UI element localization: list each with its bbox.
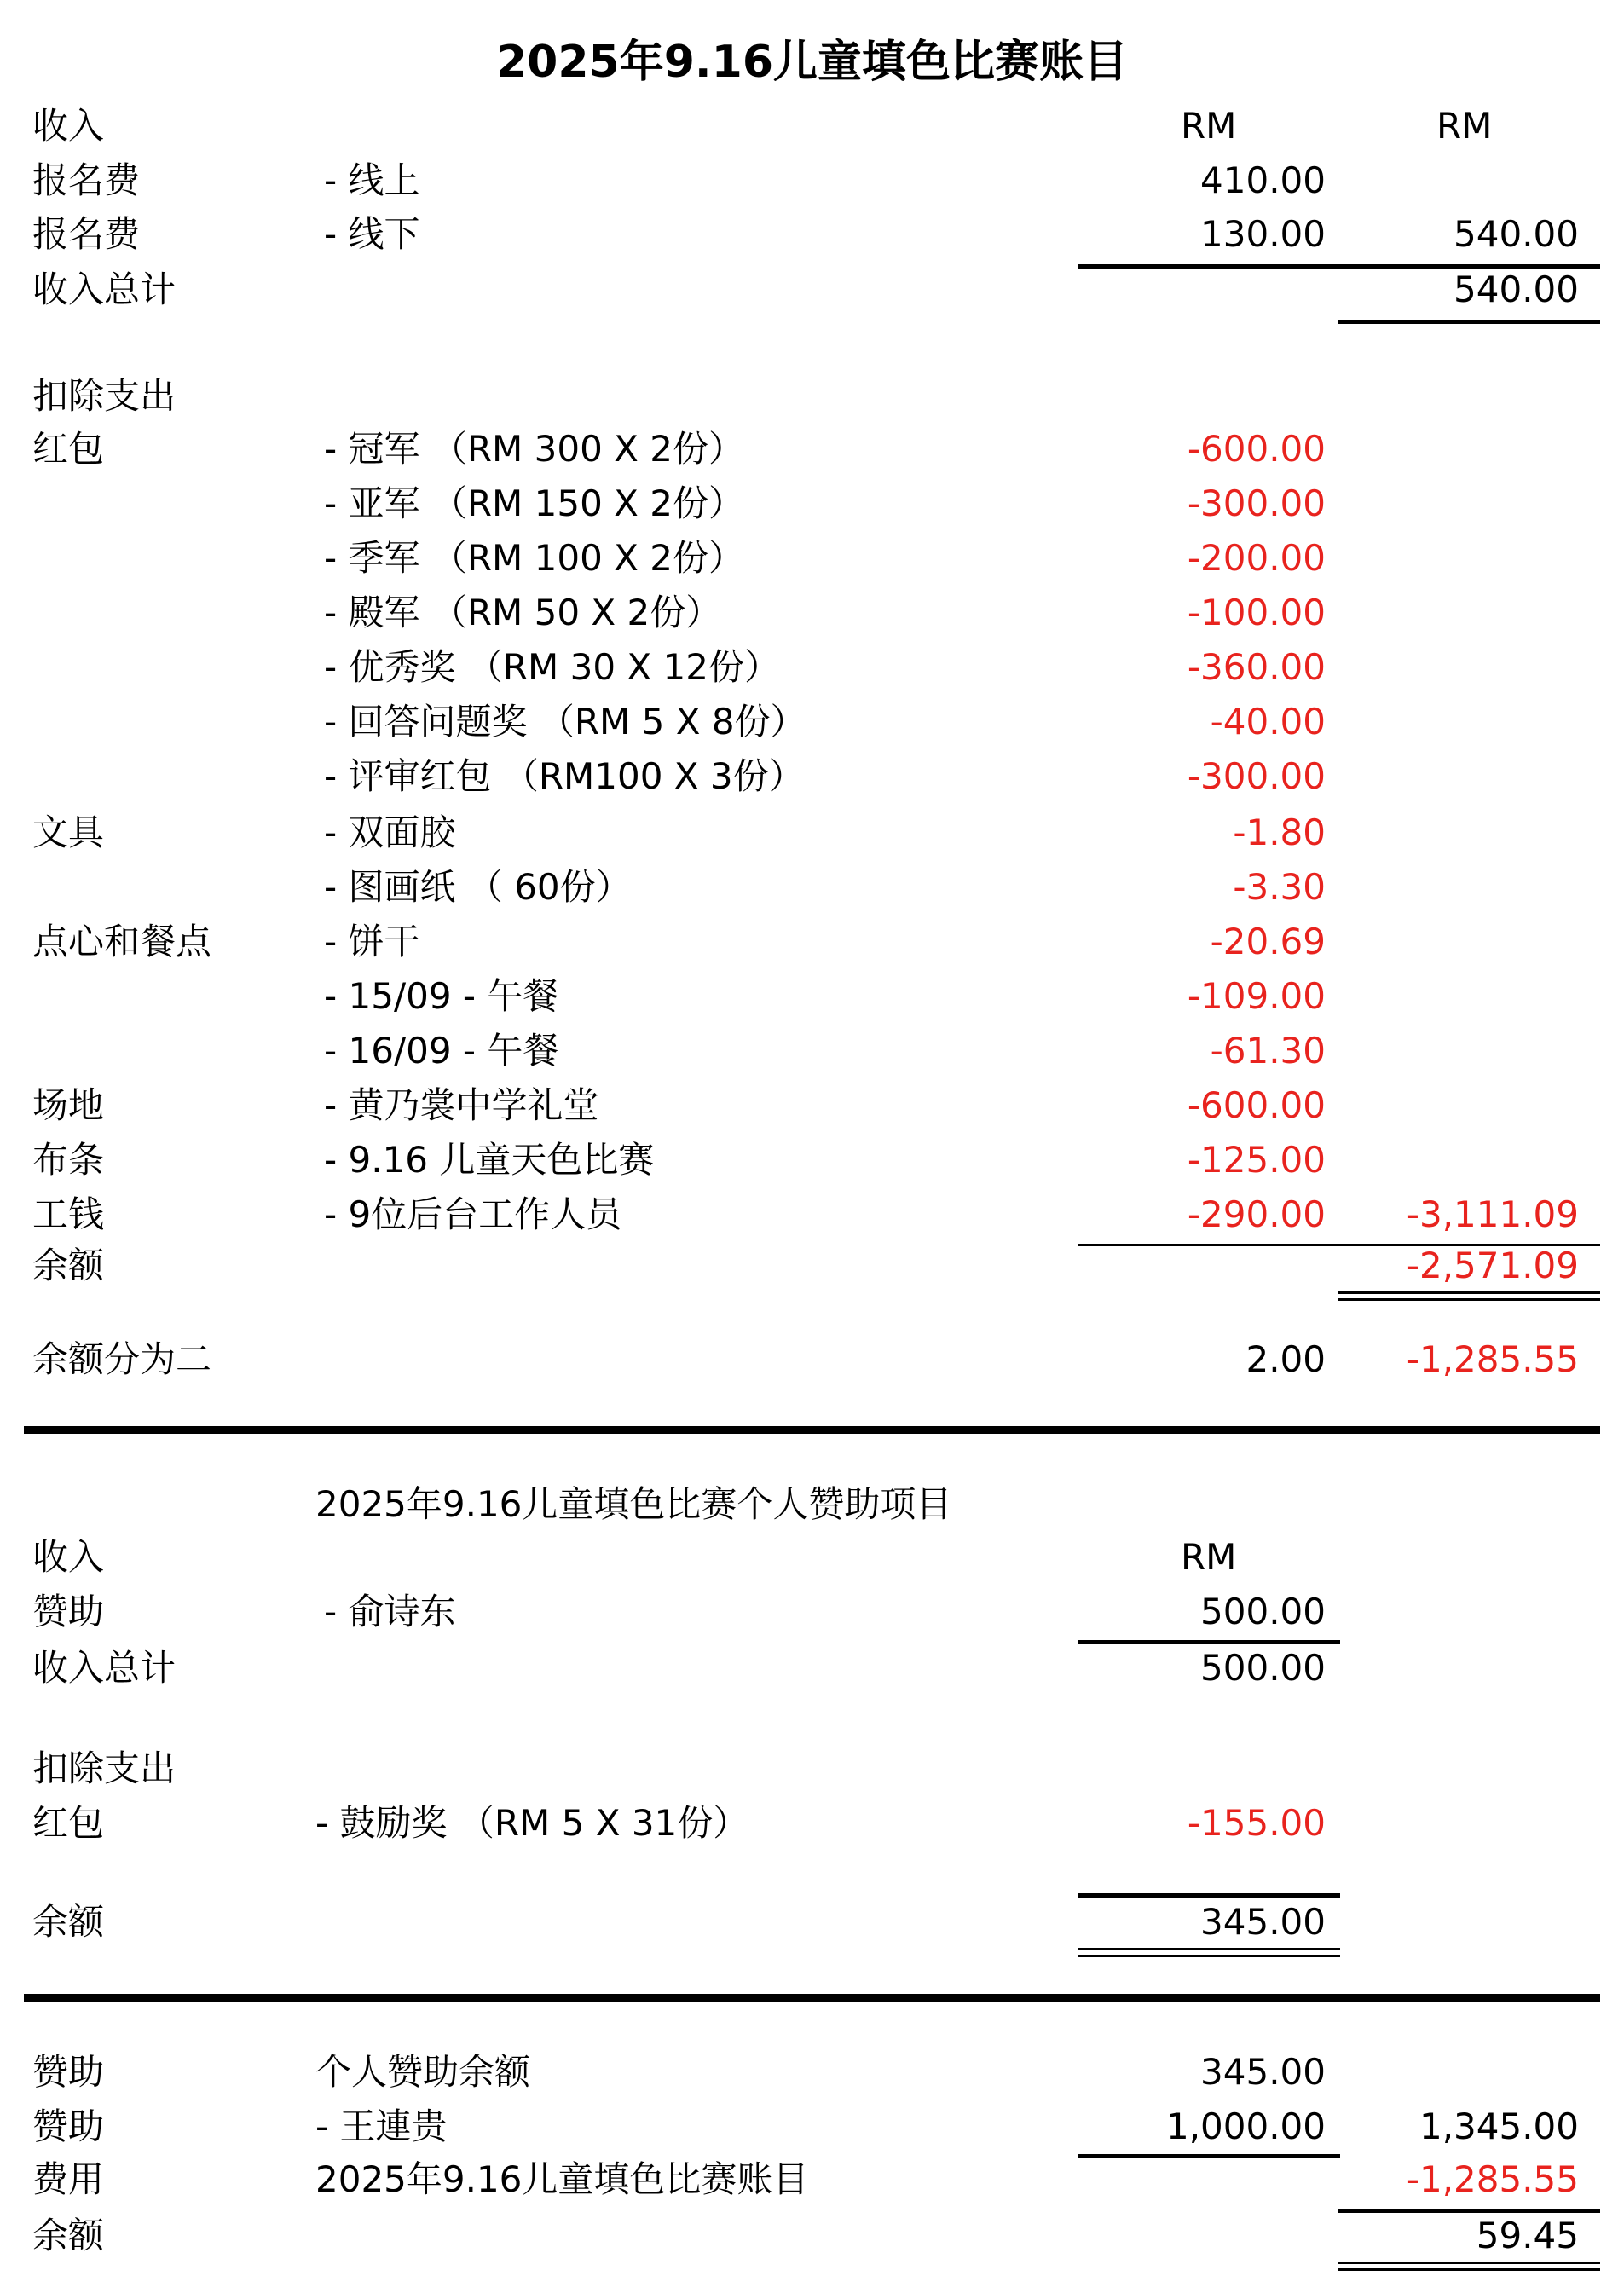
income-label: 收入	[32, 105, 105, 147]
description-cell: - 线上	[324, 159, 420, 201]
balance-label: 余额	[32, 1901, 105, 1943]
amount-cell: 345.00	[1200, 2051, 1326, 2093]
currency-col3: RM	[1181, 1536, 1237, 1578]
balance-value: 345.00	[1200, 1901, 1326, 1943]
table-row	[0, 807, 1624, 858]
description-cell: - 殿军 （RM 50 X 2份）	[324, 592, 722, 633]
currency-col3: RM	[1181, 105, 1237, 147]
section-subtitle: 2025年9.16儿童填色比赛个人赞助项目	[315, 1483, 952, 1525]
total-cell: -1,285.55	[1406, 2158, 1579, 2200]
income-total-label: 收入总计	[32, 1647, 176, 1689]
table-row	[0, 533, 1624, 584]
category-cell: 报名费	[32, 159, 141, 201]
section-divider	[24, 1994, 1600, 2002]
table-row	[0, 696, 1624, 748]
amount-cell: -20.69	[1210, 921, 1326, 962]
amount-cell: -155.00	[1187, 1802, 1326, 1844]
amount-cell: -300.00	[1187, 755, 1326, 797]
underline-divider	[1338, 320, 1600, 324]
income-header-row	[0, 101, 1624, 152]
income-total-label: 收入总计	[32, 269, 176, 310]
description-cell: - 季军 （RM 100 X 2份）	[324, 537, 744, 579]
description-cell: 2025年9.16儿童填色比赛账目	[315, 2158, 809, 2200]
expense-header-row	[0, 1743, 1624, 1794]
table-row	[0, 1135, 1624, 1186]
description-cell: - 线下	[324, 213, 420, 255]
total-cell: 540.00	[1454, 213, 1579, 255]
balance-value: -2,571.09	[1406, 1245, 1579, 1286]
table-row	[0, 1798, 1624, 1849]
category-cell: 文具	[32, 812, 105, 853]
category-cell: 报名费	[32, 213, 141, 255]
total-cell: 1,345.00	[1419, 2106, 1579, 2147]
amount-cell: 130.00	[1200, 213, 1326, 255]
category-cell: 赞助	[32, 2106, 105, 2147]
table-row	[0, 424, 1624, 475]
category-cell: 布条	[32, 1139, 105, 1181]
currency-col4: RM	[1436, 105, 1493, 147]
amount-cell: -290.00	[1187, 1193, 1326, 1235]
table-row	[0, 1586, 1624, 1638]
table-row	[0, 478, 1624, 529]
double-underline-bottom	[1338, 1298, 1600, 1301]
amount-cell: -360.00	[1187, 646, 1326, 688]
amount-cell: -200.00	[1187, 537, 1326, 579]
description-cell: - 评审红包 （RM100 X 3份）	[324, 755, 805, 797]
amount-cell: 1,000.00	[1165, 2106, 1326, 2147]
split-label: 余额分为二	[32, 1338, 212, 1380]
category-cell: 费用	[32, 2158, 105, 2200]
income-total-value: 540.00	[1454, 269, 1579, 310]
section-divider	[24, 1426, 1600, 1434]
category-cell: 点心和餐点	[32, 921, 212, 962]
page-title: 2025年9.16儿童填色比赛账目	[495, 37, 1129, 88]
description-cell: - 黄乃裳中学礼堂	[324, 1084, 599, 1126]
description-cell: - 双面胶	[324, 812, 456, 853]
income-total-row	[0, 264, 1624, 315]
table-row	[0, 1080, 1624, 1131]
income-total-row	[0, 1643, 1624, 1694]
amount-cell: -600.00	[1187, 428, 1326, 470]
table-row	[0, 1189, 1624, 1240]
description-cell: - 饼干	[324, 921, 420, 962]
table-row	[0, 209, 1624, 260]
income-header-row	[0, 1532, 1624, 1583]
income-label: 收入	[32, 1536, 105, 1578]
table-row	[0, 916, 1624, 968]
description-cell: - 9.16 儿童天色比赛	[324, 1139, 655, 1181]
description-cell: - 鼓励奖 （RM 5 X 31份）	[315, 1802, 749, 1844]
double-underline-top	[1338, 2262, 1600, 2264]
balance-label: 余额	[32, 2215, 105, 2256]
table-row	[0, 2101, 1624, 2152]
balance-row	[0, 1240, 1624, 1291]
amount-cell: -109.00	[1187, 975, 1326, 1017]
description-cell: 个人赞助余额	[315, 2051, 531, 2093]
category-cell: 红包	[32, 1802, 105, 1844]
double-underline-top	[1078, 1948, 1340, 1950]
category-cell: 场地	[32, 1084, 105, 1126]
split-divisor: 2.00	[1245, 1338, 1326, 1380]
category-cell: 赞助	[32, 1591, 105, 1632]
table-row	[0, 2154, 1624, 2205]
category-cell: 工钱	[32, 1193, 105, 1235]
balance-value: 59.45	[1476, 2215, 1579, 2256]
amount-cell: -40.00	[1210, 701, 1326, 742]
table-row	[0, 2047, 1624, 2098]
total-cell: -3,111.09	[1406, 1193, 1579, 1235]
double-underline-bottom	[1078, 1955, 1340, 1957]
expense-label: 扣除支出	[32, 1747, 176, 1789]
description-cell: - 图画纸 （ 60份）	[324, 866, 632, 908]
description-cell: - 冠军 （RM 300 X 2份）	[324, 428, 744, 470]
table-row	[0, 862, 1624, 913]
balance-label: 余额	[32, 1245, 105, 1286]
description-cell: - 16/09 - 午餐	[324, 1030, 559, 1072]
amount-cell: 410.00	[1200, 159, 1326, 201]
amount-cell: -3.30	[1233, 866, 1326, 908]
split-row	[0, 1334, 1624, 1385]
description-cell: - 亚军 （RM 150 X 2份）	[324, 482, 744, 524]
category-cell: 红包	[32, 428, 105, 470]
amount-cell: -1.80	[1233, 812, 1326, 853]
amount-cell: -125.00	[1187, 1139, 1326, 1181]
income-total-value: 500.00	[1200, 1647, 1326, 1689]
table-row	[0, 1025, 1624, 1077]
double-underline-bottom	[1338, 2268, 1600, 2271]
amount-cell: -600.00	[1187, 1084, 1326, 1126]
table-row	[0, 587, 1624, 638]
table-row	[0, 642, 1624, 693]
description-cell: - 9位后台工作人员	[324, 1193, 622, 1235]
balance-row	[0, 2210, 1624, 2262]
expense-label: 扣除支出	[32, 375, 176, 417]
description-cell: - 优秀奖 （RM 30 X 12份）	[324, 646, 780, 688]
description-cell: - 王連贵	[315, 2106, 448, 2147]
table-row	[0, 155, 1624, 206]
amount-cell: -100.00	[1187, 592, 1326, 633]
balance-row	[0, 1897, 1624, 1948]
double-underline-top	[1338, 1291, 1600, 1294]
expense-header-row	[0, 371, 1624, 422]
amount-cell: -300.00	[1187, 482, 1326, 524]
table-row	[0, 971, 1624, 1022]
description-cell: - 俞诗东	[324, 1591, 456, 1632]
description-cell: - 15/09 - 午餐	[324, 975, 559, 1017]
amount-cell: -61.30	[1210, 1030, 1326, 1072]
split-value: -1,285.55	[1406, 1338, 1579, 1380]
category-cell: 赞助	[32, 2051, 105, 2093]
table-row	[0, 751, 1624, 802]
amount-cell: 500.00	[1200, 1591, 1326, 1632]
description-cell: - 回答问题奖 （RM 5 X 8份）	[324, 701, 806, 742]
